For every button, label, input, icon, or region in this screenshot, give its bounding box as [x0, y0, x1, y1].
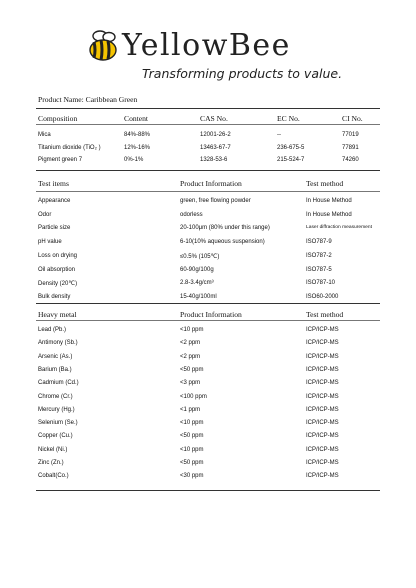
composition-cell: 236-675-5 [277, 144, 305, 151]
tests-cell: ISO787-9 [306, 239, 332, 246]
heavy-metal-cell: <2 ppm [180, 340, 201, 347]
heavy-metal-cell: Chrome (Cr.) [38, 393, 73, 400]
composition-cell: 12001-26-2 [200, 132, 231, 138]
heavy-metal-cell: <1 ppm [180, 406, 201, 413]
heavy-metal-cell: ICP/ICP-MS [306, 380, 339, 387]
bee-icon [86, 28, 122, 64]
heavy-metal-cell: ICP/ICP-MS [306, 446, 339, 453]
heavy-metal-cell: ICP/ICP-MS [306, 340, 339, 347]
tests-cell: Bulk density [38, 293, 71, 300]
heavy-metal-cell: <50 ppm [180, 366, 204, 373]
tests-cell: green, free flowing powder [180, 198, 251, 204]
composition-cell: 77019 [342, 132, 359, 138]
heavy-metal-header: Test method [306, 310, 344, 319]
heavy-metal-cell: Cadmium (Cd.) [38, 380, 79, 387]
heavy-metal-cell: <100 ppm [180, 393, 207, 400]
heavy-metal-cell: <10 ppm [180, 420, 204, 427]
heavy-metal-cell: Antimony (Sb.) [38, 340, 78, 347]
composition-cell: 0%-1% [124, 157, 144, 163]
composition-cell: 84%-88% [124, 132, 151, 138]
tests-cell: 2.8-3.4g/cm³ [180, 280, 214, 287]
tests-header: Product Information [180, 179, 242, 188]
composition-header: EC No. [277, 114, 300, 123]
heavy-metal-cell: ICP/ICP-MS [306, 420, 339, 427]
heavy-metal-cell: <2 ppm [180, 353, 201, 360]
composition-cell: -- [277, 132, 281, 138]
brand-tagline: Transforming products to value. [142, 66, 343, 81]
heavy-metal-cell: ICP/ICP-MS [306, 460, 339, 466]
heavy-metal-cell: Cobalt(Co.) [38, 473, 69, 480]
composition-cell: Titanium dioxide (TiO₂ ) [38, 144, 101, 151]
heavy-metal-cell: Nickel (Ni.) [38, 446, 68, 453]
composition-cell: 74260 [342, 157, 359, 163]
heavy-metal-cell: Lead (Pb.) [38, 327, 67, 333]
composition-bottom-rule [36, 170, 380, 171]
tests-cell: 20-100μm (80% under this range) [180, 225, 270, 232]
heavy-metal-cell: <10 ppm [180, 327, 204, 333]
heavy-metal-cell: ICP/ICP-MS [306, 353, 339, 360]
composition-header: CI No. [342, 114, 363, 123]
tests-cell: pH value [38, 239, 62, 246]
heavy-metal-cell: Copper (Cu.) [38, 433, 73, 440]
tests-cell: Appearance [38, 198, 71, 204]
composition-cell: Pigment green 7 [38, 157, 83, 163]
composition-cell: Mica [38, 132, 51, 138]
tests-cell: Laser diffraction measurement [306, 225, 372, 231]
tests-cell: In House Method [306, 211, 352, 218]
heavy-metal-cell: <3 ppm [180, 380, 201, 387]
tests-header: Test method [306, 179, 344, 188]
composition-header: Composition [38, 114, 78, 123]
heavy-metal-cell: ICP/ICP-MS [306, 393, 339, 400]
heavy-metal-cell: Selenium (Se.) [38, 420, 78, 427]
composition-header: Content [124, 114, 149, 123]
heavy-metal-header-rule [36, 320, 380, 321]
heavy-metal-bottom-rule [36, 490, 380, 491]
composition-cell: 12%-16% [124, 144, 151, 151]
heavy-metal-cell: <50 ppm [180, 460, 204, 466]
heavy-metal-header: Heavy metal [38, 310, 77, 319]
tests-cell: Oil absorption [38, 266, 76, 273]
tests-cell: 60-90g/100g [180, 266, 214, 273]
heavy-metal-cell: ICP/ICP-MS [306, 327, 339, 333]
heavy-metal-cell: Barium (Ba.) [38, 366, 72, 373]
tests-cell: Particle size [38, 225, 71, 232]
composition-cell: 1328-53-6 [200, 157, 228, 163]
heavy-metal-cell: <30 ppm [180, 473, 204, 480]
heavy-metal-cell: ICP/ICP-MS [306, 473, 339, 480]
tests-header-rule [36, 191, 380, 192]
heavy-metal-cell: Zinc (Zn.) [38, 460, 64, 466]
heavy-metal-cell: ICP/ICP-MS [306, 366, 339, 373]
heavy-metal-cell: ICP/ICP-MS [306, 406, 339, 413]
tests-cell: Density (20℃) [38, 281, 78, 288]
tests-cell: ISO787-2 [306, 252, 332, 259]
tests-cell: ISO787-10 [306, 280, 336, 287]
heavy-metal-header: Product Information [180, 310, 242, 319]
heavy-metal-cell: <50 ppm [180, 433, 204, 440]
tests-cell: ISO60-2000 [306, 293, 339, 300]
heavy-metal-cell: <10 ppm [180, 446, 204, 453]
tests-cell: 6-10(10% aqueous suspension) [180, 239, 265, 246]
composition-top-rule [36, 108, 380, 109]
composition-cell: 77891 [342, 144, 359, 151]
tests-header: Test items [38, 179, 69, 188]
product-name: Product Name: Caribbean Green [38, 95, 138, 104]
brand-name: YellowBee [122, 28, 291, 63]
tests-cell: ISO787-5 [306, 266, 332, 273]
tests-cell: Loss on drying [38, 252, 78, 259]
composition-header-rule [36, 124, 380, 125]
tests-cell: 15-40g/100ml [180, 293, 217, 300]
tests-cell: In House Method [306, 198, 352, 204]
heavy-metal-cell: Arsenic (As.) [38, 353, 73, 360]
tests-cell: ≤0.5% (105℃) [180, 253, 220, 260]
composition-cell: 13463-67-7 [200, 144, 231, 151]
composition-header: CAS No. [200, 114, 228, 123]
brand-logo [86, 26, 343, 86]
heavy-metal-cell: ICP/ICP-MS [306, 433, 339, 440]
tests-cell: odorless [180, 211, 203, 218]
heavy-metal-cell: Mercury (Hg.) [38, 406, 75, 413]
tests-cell: Odor [38, 211, 52, 218]
tests-bottom-rule [36, 303, 380, 304]
composition-cell: 215-524-7 [277, 157, 305, 163]
